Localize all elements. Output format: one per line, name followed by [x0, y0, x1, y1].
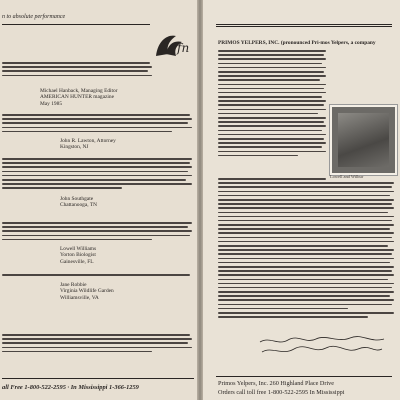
- left-footer-phone: all Free 1-800-522-2595 · In Mississippi 1-366-1259: [2, 384, 139, 391]
- quote-attribution-1: Michael Hanback, Managing Editor AMERICAN HUNTER magazine May 1985: [40, 88, 118, 107]
- photo-lowell-and-wilbur: [330, 105, 397, 175]
- testimonial-block-3: [2, 158, 192, 192]
- handwritten-signature-icon: [258, 334, 388, 360]
- article-text-full: [218, 178, 394, 320]
- svg-text:fn: fn: [177, 41, 190, 55]
- testimonial-block-5: [2, 274, 192, 278]
- top-rule: [2, 24, 150, 25]
- right-footer-address: Primos Yelpers, Inc. 260 Highland Place Drive: [218, 380, 334, 387]
- testimonial-block-1: [2, 62, 152, 79]
- quote-attribution-2: John R. Lawton, Attorney Kingston, NJ: [60, 138, 116, 151]
- article-text-column: [218, 50, 326, 159]
- closing-paragraph: [2, 334, 192, 355]
- testimonial-block-4: [2, 222, 192, 243]
- turkey-logo-icon: [152, 30, 194, 60]
- quote-attribution-4: Lowell Williams Yorton Biologist Gainesville, FL: [60, 246, 97, 265]
- tagline: n to absolute performance: [2, 14, 66, 20]
- right-footer-orders: Orders call toll free 1-800-522-2595 In Mississippi: [218, 389, 345, 396]
- right-footer-rule: [216, 376, 392, 377]
- right-top-rule: [216, 24, 392, 25]
- left-page: [0, 0, 197, 400]
- quote-attribution-5: Jane Robbie Virginia Wildlife Garden Williamsville, VA: [60, 282, 114, 301]
- article-heading: PRIMOS YELPERS, INC. (pronounced Pri-mos Yelpers, a company: [218, 40, 376, 46]
- photo-caption: Lowell and Wilbur: [330, 174, 364, 179]
- quote-attribution-3: John Southgate Chattanooga, TN: [60, 196, 98, 209]
- right-top-rule-2: [216, 26, 392, 27]
- testimonial-block-2: [2, 114, 192, 135]
- footer-rule: [2, 378, 194, 379]
